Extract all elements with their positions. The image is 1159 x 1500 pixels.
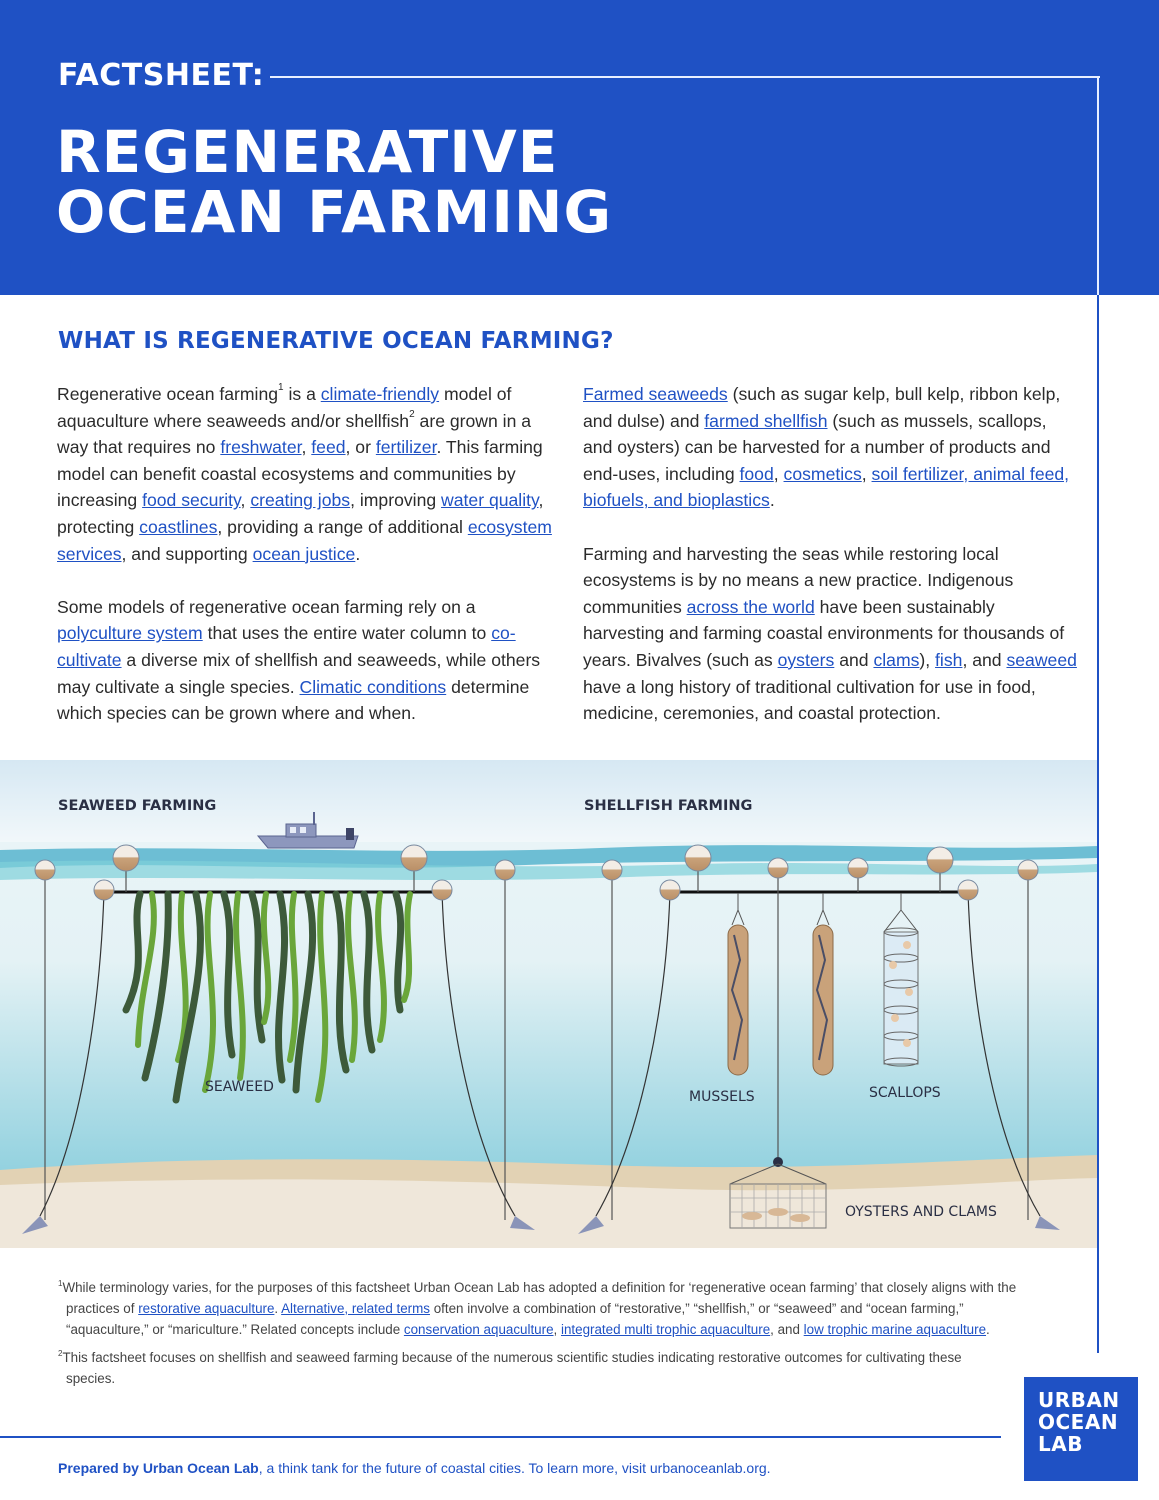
link-ocean-justice[interactable]: ocean justice (252, 543, 356, 564)
text: have been sustainably harvesting and farming coastal environments for thousands of years. Bivalves (such as (583, 596, 1065, 670)
link-polyculture-system[interactable]: polyculture system (57, 623, 203, 644)
text: . (769, 490, 775, 511)
text: , (240, 490, 251, 511)
text: , and (962, 649, 1007, 670)
link-seaweed[interactable]: seaweed (1006, 649, 1077, 670)
farming-illustration (0, 760, 1097, 1248)
text: , improving (350, 490, 442, 511)
seaweed-label: SEAWEED (205, 1079, 274, 1095)
text: , protecting (57, 490, 544, 537)
link-co-cultivate[interactable]: co-cultivate (57, 623, 516, 670)
footnote-1 (58, 1278, 1048, 1340)
text: Regenerative ocean farming (57, 384, 279, 404)
text: . (355, 543, 361, 564)
header-rule (270, 76, 1100, 78)
history-paragraph (583, 541, 1078, 727)
link-water-quality[interactable]: water quality (441, 490, 539, 511)
text: ), (919, 649, 936, 670)
header-banner (0, 0, 1159, 295)
logo-line-3: LAB (1038, 1432, 1083, 1456)
link-farmed-shellfish[interactable]: farmed shellfish (704, 410, 828, 431)
text: Some models of regenerative ocean farming rely on a (57, 596, 476, 617)
link-low-trophic[interactable]: low trophic marine aquaculture (803, 1321, 987, 1337)
left-column (57, 381, 552, 753)
link-alternative-terms[interactable]: Alternative, related terms (281, 1300, 430, 1316)
link-climate-friendly[interactable]: climate-friendly (320, 384, 440, 404)
text: This factsheet focuses on shellfish and seaweed farming because of the numerous scientific studies indicating restorative outcomes for cultivating these species. (62, 1350, 962, 1387)
link-food[interactable]: food (739, 463, 774, 484)
seaweed-farming-title: SEAWEED FARMING (58, 798, 217, 814)
text: , (861, 463, 872, 484)
text: (such as sugar kelp, bull kelp, ribbon kelp, and dulse) and (583, 384, 1061, 431)
link-soil-fertilizer[interactable]: soil fertilizer, animal feed, biofuels, and bioplastics (583, 463, 1070, 511)
link-imta[interactable]: integrated multi trophic aquaculture (560, 1321, 771, 1337)
oysters-clams-label: OYSTERS AND CLAMS (845, 1204, 997, 1220)
intro-paragraph (57, 381, 552, 567)
link-across-the-world[interactable]: across the world (686, 596, 815, 617)
footer-org: Prepared by Urban Ocean Lab (58, 1460, 259, 1476)
footnote-ref-2: 2 (409, 408, 415, 420)
link-conservation-aquaculture[interactable]: conservation aquaculture (403, 1321, 554, 1337)
link-oysters[interactable]: oysters (777, 649, 835, 670)
text: , (301, 437, 312, 458)
title-line-1: REGENERATIVE (56, 118, 559, 186)
text: determine which species can be grown where and when. (57, 676, 530, 724)
text: a diverse mix of shellfish and seaweeds, while others may cultivate a single species. (57, 649, 541, 697)
text: , or (345, 437, 376, 458)
title-line-2: OCEAN FARMING (56, 178, 613, 246)
text: , providing a range of additional (217, 516, 468, 537)
link-fish[interactable]: fish (935, 649, 963, 670)
footer-credit (58, 1460, 771, 1476)
link-coastlines[interactable]: coastlines (139, 516, 218, 537)
products-paragraph (583, 381, 1078, 514)
ocean-scene-graphic (0, 760, 1097, 1248)
text: (such as mussels, scallops, and oysters) can be harvested for a number of products and end-uses, including (583, 410, 1051, 484)
text: and (834, 649, 874, 670)
polyculture-paragraph (57, 594, 552, 727)
logo-line-1: URBAN (1038, 1388, 1120, 1412)
text: , and supporting (121, 543, 253, 564)
text: , (553, 1321, 561, 1337)
link-fertilizer[interactable]: fertilizer (375, 437, 437, 458)
footnote-ref-1: 1 (278, 382, 284, 393)
link-cosmetics[interactable]: cosmetics (783, 463, 862, 484)
footnote-number: 2 (58, 1349, 63, 1359)
text: . (986, 1321, 990, 1337)
text: , (773, 463, 784, 484)
frame-line-right (1097, 295, 1099, 1353)
link-clams[interactable]: clams (873, 649, 920, 670)
shellfish-farming-title: SHELLFISH FARMING (584, 798, 753, 814)
mussels-label: MUSSELS (689, 1089, 755, 1105)
link-food-security[interactable]: food security (142, 490, 241, 511)
text: are grown in a way that requires no (57, 410, 532, 458)
link-freshwater[interactable]: freshwater (220, 437, 302, 458)
link-restorative-aquaculture[interactable]: restorative aquaculture (138, 1300, 275, 1316)
section-heading: WHAT IS REGENERATIVE OCEAN FARMING? (58, 328, 614, 354)
logo-line-2: OCEAN (1038, 1410, 1119, 1434)
text: often involve a combination of “restorative,” “shellfish,” or “seaweed” and “ocean farming,” “aquaculture,” or “mariculture.” Related concepts include (66, 1300, 964, 1337)
text: , and (770, 1321, 804, 1337)
link-ecosystem-services[interactable]: ecosystem services (57, 516, 552, 564)
link-creating-jobs[interactable]: creating jobs (250, 490, 351, 511)
kicker-label: FACTSHEET: (58, 58, 265, 93)
frame-line-top (1097, 76, 1099, 295)
text: . This farming model can benefit coastal ecosystems and communities by increasing (57, 437, 543, 511)
text: have a long history of traditional cultivation for use in food, medicine, ceremonies, and coastal protection. (583, 676, 1036, 724)
text: . (274, 1300, 282, 1316)
text: is a (283, 384, 321, 404)
footnote-number: 1 (58, 1279, 63, 1288)
text: model of aquaculture where seaweeds and/or shellfish (57, 384, 512, 431)
text: Farming and harvesting the seas while restoring local ecosystems is by no means a new practice. Indigenous communities (583, 543, 1014, 617)
right-column (583, 381, 1078, 753)
link-feed[interactable]: feed (311, 437, 346, 458)
urban-ocean-lab-logo (1024, 1377, 1138, 1481)
link-climatic-conditions[interactable]: Climatic conditions (299, 676, 447, 697)
text: that uses the entire water column to (202, 623, 492, 644)
page-title (56, 118, 613, 246)
footnote-2 (58, 1348, 966, 1390)
footer-description: , a think tank for the future of coastal cities. To learn more, visit urbanoceanlab.org. (258, 1460, 771, 1476)
footnotes (58, 1278, 1048, 1398)
text: While terminology varies, for the purposes of this factsheet Urban Ocean Lab has adopted a definition for ‘regenerative ocean farming’ that closely aligns with the practices of (62, 1280, 1017, 1316)
scallops-label: SCALLOPS (869, 1085, 941, 1101)
footer-rule (0, 1436, 1001, 1438)
link-farmed-seaweeds[interactable]: Farmed seaweeds (583, 384, 728, 404)
